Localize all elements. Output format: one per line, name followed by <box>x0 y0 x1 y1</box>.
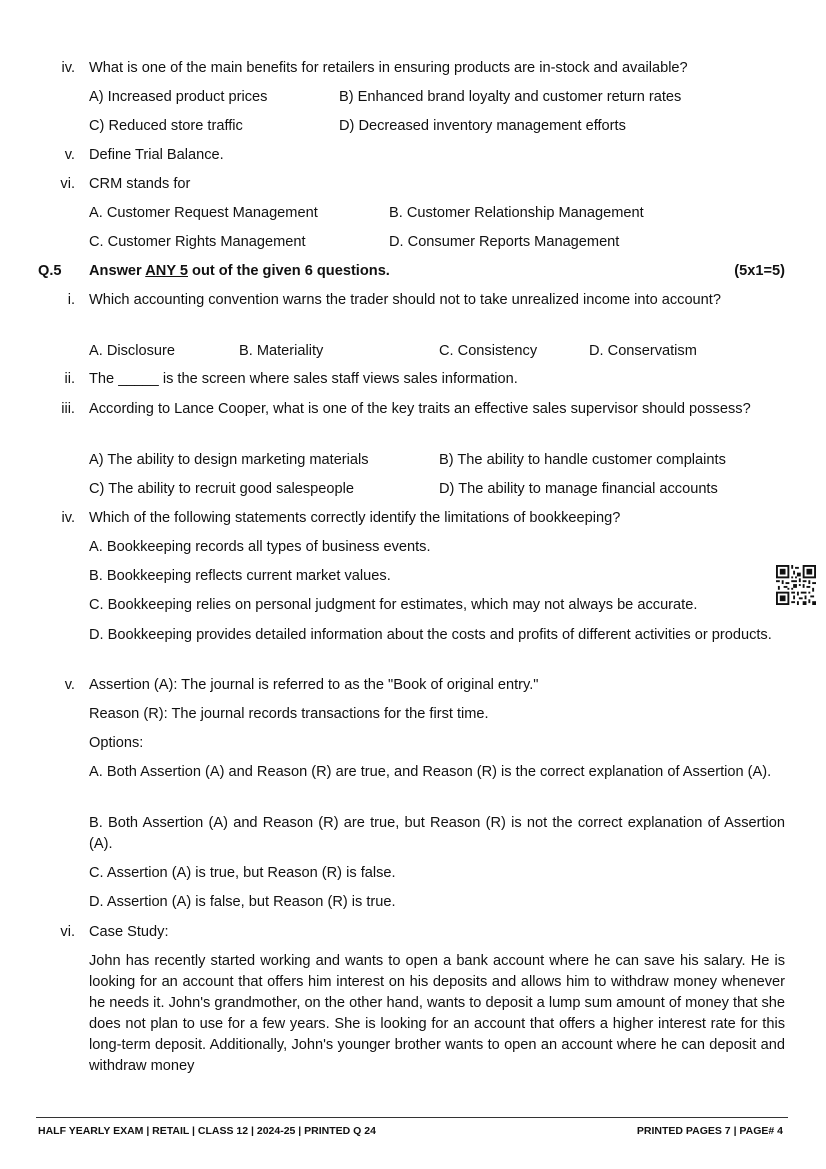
option-c: C. Consistency <box>439 343 538 359</box>
footer-right: PRINTED PAGES 7 | PAGE# 4 <box>636 1125 783 1137</box>
option-b: B) The ability to handle customer complaints <box>439 452 726 468</box>
option-a: A) The ability to design marketing materials <box>89 452 369 468</box>
section-title-pre: Answer <box>89 263 146 279</box>
section-marks: (5x1=5) <box>734 263 785 279</box>
case-study-text: John has recently started working and wants to open a bank account where he can save his salary. He is looking for an account that offers him interest on his deposits and allows him to withdraw money whenever he needs it. John's grandmother, on the other hand, wants to deposit a lump sum amount of money that she does not plan to use for a few years. She is looking for an account that offers a higher interest rate for this long-term deposit. Additionally, John's younger brother wants to open an account where he can deposit and withdraw money <box>89 953 785 1074</box>
question-text: According to Lance Cooper, what is one of the key traits an effective sales supervisor should possess? <box>89 401 751 417</box>
question-number: vi. <box>60 924 75 940</box>
case-study-label: Case Study: <box>89 924 169 940</box>
section-title <box>89 262 390 280</box>
option-b: B. Customer Relationship Management <box>389 205 644 221</box>
section-title-post: out of the given 6 questions. <box>187 263 390 279</box>
option-c: C. Assertion (A) is true, but Reason (R) is false. <box>89 865 396 881</box>
option-d: D) The ability to manage financial accounts <box>439 481 718 497</box>
question-text: Define Trial Balance. <box>89 147 224 163</box>
reason-text: Reason (R): The journal records transactions for the first time. <box>89 706 489 722</box>
question-text: CRM stands for <box>89 176 191 192</box>
option-b: B. Materiality <box>239 343 324 359</box>
option-d: D) Decreased inventory management efforts <box>339 118 626 134</box>
section-label: Q.5 <box>38 263 62 279</box>
option-d: D. Conservatism <box>589 343 697 359</box>
option-c: C) The ability to recruit good salespeople <box>89 481 354 497</box>
option-a: A) Increased product prices <box>89 89 268 105</box>
question-number: iv. <box>61 60 75 76</box>
statement-b: B. Bookkeeping reflects current market values. <box>89 568 391 584</box>
question-number: iii. <box>61 401 75 417</box>
statement-a: A. Bookkeeping records all types of business events. <box>89 539 431 555</box>
option-d: D. Consumer Reports Management <box>389 234 620 250</box>
question-number: iv. <box>61 510 75 526</box>
option-a: A. Disclosure <box>89 343 175 359</box>
option-c: C) Reduced store traffic <box>89 118 243 134</box>
question-text: Which accounting convention warns the trader should not to take unrealized income into account? <box>89 292 721 308</box>
option-a: A. Both Assertion (A) and Reason (R) are true, and Reason (R) is the correct explanation of Assertion (A). <box>89 764 772 780</box>
question-number: i. <box>67 292 75 308</box>
qr-code-icon <box>776 565 816 605</box>
statement-c: C. Bookkeeping relies on personal judgment for estimates, which may not always be accurate. <box>89 597 698 613</box>
question-number: vi. <box>60 176 75 192</box>
assertion-text: Assertion (A): The journal is referred to as the "Book of original entry." <box>89 677 539 693</box>
question-text: The _____ is the screen where sales staff views sales information. <box>89 371 518 387</box>
question-number: ii. <box>64 371 75 387</box>
option-b: B. Both Assertion (A) and Reason (R) are true, but Reason (R) is not the correct explanation of Assertion (A). <box>89 815 785 852</box>
statement-d: D. Bookkeeping provides detailed information about the costs and profits of different activities or products. <box>89 627 772 643</box>
option-a: A. Customer Request Management <box>89 205 318 221</box>
option-b: B) Enhanced brand loyalty and customer return rates <box>339 89 682 105</box>
footer-left: HALF YEARLY EXAM | RETAIL | CLASS 12 | 2024-25 | PRINTED Q 24 <box>38 1125 376 1137</box>
question-number: v. <box>64 147 75 163</box>
question-text: What is one of the main benefits for retailers in ensuring products are in-stock and available? <box>89 60 688 76</box>
question-text: Which of the following statements correctly identify the limitations of bookkeeping? <box>89 510 621 526</box>
section-title-emphasis: ANY 5 <box>145 263 188 279</box>
option-d: D. Assertion (A) is false, but Reason (R) is true. <box>89 894 396 910</box>
question-number: v. <box>64 677 75 693</box>
footer-divider <box>36 1117 788 1118</box>
options-label: Options: <box>89 735 144 751</box>
option-c: C. Customer Rights Management <box>89 234 306 250</box>
